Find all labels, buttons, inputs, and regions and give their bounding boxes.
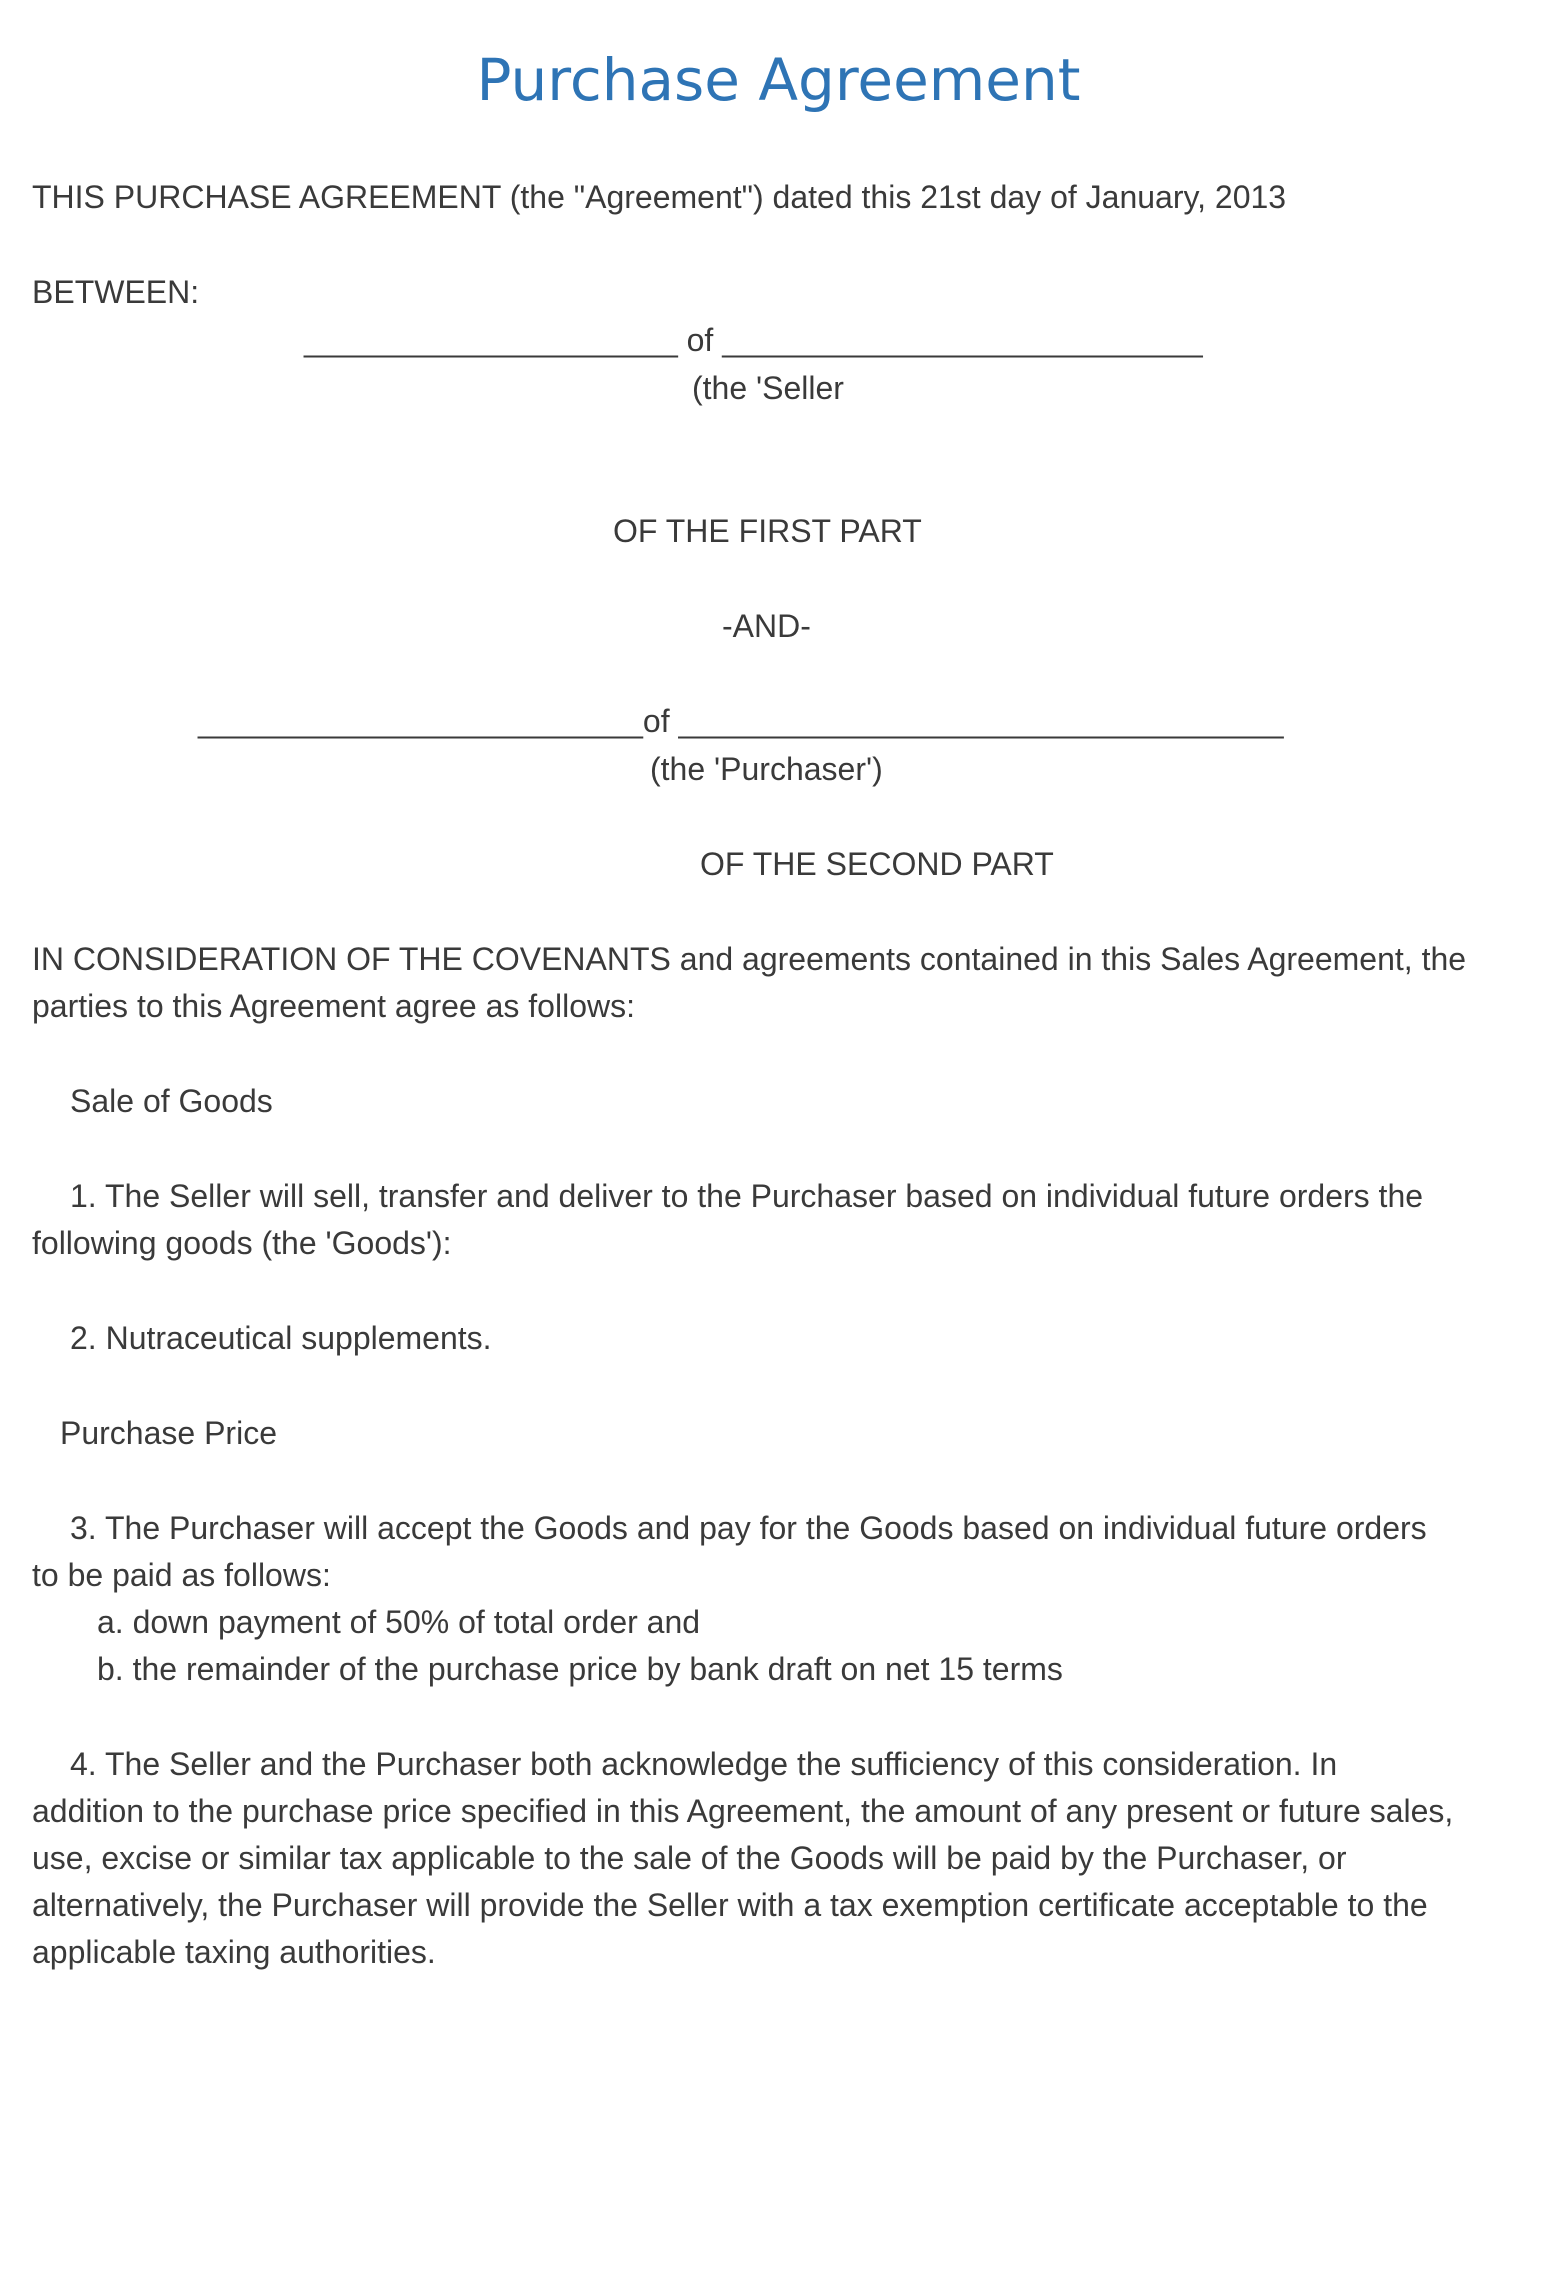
- clause-2: 2. Nutraceutical supplements.: [70, 1320, 492, 1356]
- between-label: BETWEEN:: [32, 274, 200, 310]
- clause-3-line-2: to be paid as follows:: [32, 1557, 331, 1593]
- section-heading-sale-of-goods: Sale of Goods: [70, 1083, 273, 1119]
- agreement-intro: THIS PURCHASE AGREEMENT (the "Agreement") dated this 21st day of January, 2013: [32, 179, 1287, 215]
- page-title: Purchase Agreement: [476, 46, 1081, 114]
- section-heading-purchase-price: Purchase Price: [60, 1415, 277, 1451]
- clause-4-line-5: applicable taxing authorities.: [32, 1934, 436, 1970]
- seller-caption: (the 'Seller: [692, 370, 844, 406]
- clause-1-line-1: 1. The Seller will sell, transfer and deliver to the Purchaser based on individual future orders the: [70, 1178, 1424, 1214]
- clause-4-line-3: use, excise or similar tax applicable to the sale of the Goods will be paid by the Purchaser, or: [32, 1840, 1347, 1876]
- seller-signature-line: _____________________ of ___________________________: [304, 322, 1203, 358]
- clause-3-item-b: b. the remainder of the purchase price by bank draft on net 15 terms: [97, 1651, 1063, 1687]
- clause-3-line-1: 3. The Purchaser will accept the Goods and pay for the Goods based on individual future orders: [70, 1510, 1427, 1546]
- consideration-line-1: IN CONSIDERATION OF THE COVENANTS and agreements contained in this Sales Agreement, the: [32, 941, 1467, 977]
- clause-4-line-4: alternatively, the Purchaser will provide the Seller with a tax exemption certificate acceptable to the: [32, 1887, 1428, 1923]
- and-label: -AND-: [722, 608, 811, 644]
- purchaser-caption: (the 'Purchaser'): [650, 751, 883, 787]
- clause-4-line-2: addition to the purchase price specified in this Agreement, the amount of any present or future sales,: [32, 1793, 1454, 1829]
- clause-1-line-2: following goods (the 'Goods'):: [32, 1225, 452, 1261]
- clause-4-line-1: 4. The Seller and the Purchaser both acknowledge the sufficiency of this consideration. In: [70, 1746, 1338, 1782]
- second-part-label: OF THE SECOND PART: [700, 846, 1054, 882]
- purchaser-signature-line: _________________________of __________________________________: [198, 703, 1284, 739]
- first-part-label: OF THE FIRST PART: [613, 513, 922, 549]
- clause-3-item-a: a. down payment of 50% of total order and: [97, 1604, 701, 1640]
- consideration-line-2: parties to this Agreement agree as follows:: [32, 988, 635, 1024]
